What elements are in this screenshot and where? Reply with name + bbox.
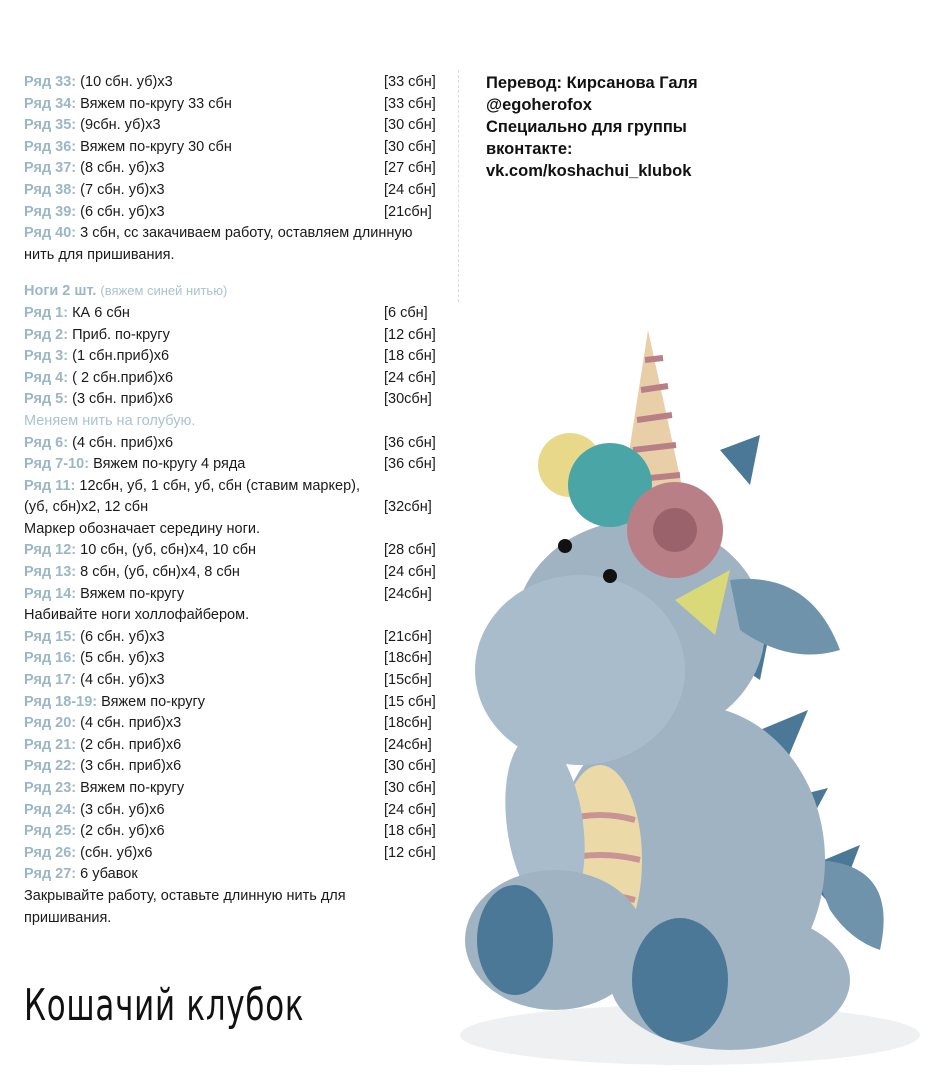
legs-rows-c <box>24 540 464 605</box>
row-count: [24 сбн] <box>384 369 436 386</box>
row-count: [24сбн] <box>384 736 432 753</box>
row-count: [36 сбн] <box>384 456 436 473</box>
credit-group: Специально для группы <box>486 118 687 136</box>
row-label: Ряд 20: <box>24 715 77 732</box>
unicorn-toy-illustration <box>430 300 930 1080</box>
pattern-row <box>24 368 464 390</box>
row-label: Ряд 34: <box>24 95 77 112</box>
row-text: (7 сбн. уб)х3 <box>80 181 165 198</box>
row-count: [18 сбн] <box>384 348 436 365</box>
row-count: [18сбн] <box>384 715 432 732</box>
row-label: Ряд 23: <box>24 780 77 796</box>
row-text: (10 сбн. уб)х3 <box>80 74 173 90</box>
legs-hint: (вяжем синей нитью) <box>100 283 228 299</box>
row-text: 10 сбн, (уб, сбн)х4, 10 сбн <box>80 542 257 559</box>
pattern-row <box>24 562 464 584</box>
row-text: 8 сбн, (уб, сбн)х4, 8 сбн <box>80 564 240 581</box>
pattern-row <box>24 670 464 692</box>
row-count: [18 сбн] <box>384 823 436 840</box>
brand-logo: Кошачий клубок <box>24 980 305 1031</box>
row-label: Ряд 40: <box>24 225 77 242</box>
row-11-cont <box>24 497 464 519</box>
credit-vk-label: вконтакте: <box>486 140 573 158</box>
row-text: (3 сбн. приб)х6 <box>80 758 182 775</box>
row-label: Ряд 38: <box>24 181 77 198</box>
stuff-note: Набивайте ноги холлофайбером. <box>24 607 250 624</box>
row-count: [12 сбн] <box>384 326 436 343</box>
pattern-row <box>24 756 464 778</box>
pattern-row <box>24 800 464 822</box>
row-count: [12 сбн] <box>384 844 436 861</box>
row-label: Ряд 3: <box>24 348 69 365</box>
pattern-column <box>24 72 464 929</box>
row-count: [36 сбн] <box>384 434 436 451</box>
row-text: (8 сбн. уб)х3 <box>80 160 165 177</box>
row-text: Вяжем по-кругу 4 ряда <box>93 456 246 473</box>
row-text: 6 убавок <box>80 866 138 883</box>
close-note: Закрывайте работу, оставьте длинную нить для пришивания. <box>24 887 346 926</box>
row-label: Ряд 37: <box>24 160 77 177</box>
legs-title: Ноги 2 шт. <box>24 283 97 300</box>
row-count: [24 сбн] <box>384 181 436 198</box>
pattern-row <box>24 72 464 94</box>
credit-translator: Перевод: Кирсанова Галя <box>486 74 698 92</box>
row-label: Ряд 21: <box>24 736 77 753</box>
row-label: Ряд 36: <box>24 138 77 155</box>
row-count: [27 сбн] <box>384 160 436 177</box>
row-label: Ряд 22: <box>24 758 77 775</box>
row-text: (уб, сбн)х2, 12 сбн <box>24 499 149 516</box>
row-text: (6 сбн. уб)х3 <box>80 203 165 220</box>
row-label: Ряд 15: <box>24 628 77 645</box>
pattern-row <box>24 389 464 411</box>
row-count: [33 сбн] <box>384 95 436 112</box>
row-text: (9сбн. уб)х3 <box>80 117 161 134</box>
row-label: Ряд 6: <box>24 434 69 451</box>
row-text: ( 2 сбн.приб)х6 <box>72 369 174 386</box>
color-change-note: Меняем нить на голубую. <box>24 412 196 429</box>
row-text: Вяжем по-кругу <box>101 693 206 710</box>
pattern-row <box>24 303 464 325</box>
row-label: Ряд 7-10: <box>24 456 90 473</box>
row-text: Вяжем по-кругу 30 сбн <box>80 138 232 155</box>
row-label: Ряд 16: <box>24 650 77 667</box>
body-rows <box>24 72 464 223</box>
row-label: Ряд 35: <box>24 117 77 134</box>
row-text: 3 сбн, сс закачиваем работу, оставляем длинную нить для пришивания. <box>24 225 413 263</box>
pattern-row <box>24 325 464 347</box>
pattern-row <box>24 454 464 476</box>
row-label: Ряд 1: <box>24 304 69 321</box>
pattern-row <box>24 180 464 202</box>
row-label: Ряд 5: <box>24 391 69 408</box>
row-count: [24сбн] <box>384 585 432 602</box>
pattern-row <box>24 433 464 455</box>
pattern-row <box>24 821 464 843</box>
row-label: Ряд 2: <box>24 326 69 343</box>
row-text: (4 сбн. уб)х3 <box>80 672 165 689</box>
pattern-row <box>24 627 464 649</box>
row-text: (1 сбн.приб)х6 <box>72 348 170 365</box>
pattern-row <box>24 158 464 180</box>
pattern-row <box>24 202 464 224</box>
row-40 <box>24 223 434 266</box>
credit-handle: @egoherofox <box>486 96 592 114</box>
row-text: (2 сбн. приб)х6 <box>80 736 182 753</box>
row-count: [33 сбн] <box>384 74 436 90</box>
row-count: [24 сбн] <box>384 564 436 581</box>
row-label: Ряд 39: <box>24 203 77 220</box>
row-count: [15 сбн] <box>384 693 436 710</box>
row-count: [32сбн] <box>384 499 432 516</box>
row-label: Ряд 17: <box>24 672 77 689</box>
row-label: Ряд 4: <box>24 369 69 386</box>
row-count: [30 сбн] <box>384 758 436 775</box>
row-text: (4 сбн. приб)х3 <box>80 715 182 732</box>
row-text: КА 6 сбн <box>72 304 130 321</box>
row-label: Ряд 18-19: <box>24 693 98 710</box>
row-11 <box>24 476 464 498</box>
row-label: Ряд 33: <box>24 74 77 90</box>
row-text: Приб. по-кругу <box>72 326 170 343</box>
row-text: (4 сбн. приб)х6 <box>72 434 174 451</box>
row-text: (2 сбн. уб)х6 <box>80 823 165 840</box>
row-label: Ряд 24: <box>24 801 77 818</box>
row-count: [28 сбн] <box>384 542 436 559</box>
divider <box>458 70 459 302</box>
pattern-row <box>24 778 464 800</box>
row-label: Ряд 11: <box>24 477 76 494</box>
row-text: (6 сбн. уб)х3 <box>80 628 165 645</box>
row-text: Вяжем по-кругу <box>80 585 185 602</box>
row-count: [30 сбн] <box>384 138 436 155</box>
credit-vk-link: vk.com/koshachui_klubok <box>486 162 692 180</box>
pattern-row <box>24 94 464 116</box>
row-text: 12сбн, уб, 1 сбн, уб, сбн (ставим маркер), <box>79 477 360 494</box>
row-count: [30 сбн] <box>384 780 436 796</box>
pattern-row <box>24 137 464 159</box>
row-label: Ряд 25: <box>24 823 77 840</box>
pattern-row <box>24 648 464 670</box>
marker-note: Маркер обозначает середину ноги. <box>24 520 261 537</box>
pattern-row <box>24 692 464 714</box>
pattern-row <box>24 584 464 606</box>
row-count: [21сбн] <box>384 203 432 220</box>
row-count: [6 сбн] <box>384 304 428 321</box>
row-text: Вяжем по-кругу 33 сбн <box>80 95 232 112</box>
row-text: Вяжем по-кругу <box>80 780 185 796</box>
row-label: Ряд 12: <box>24 542 77 559</box>
row-count: [15сбн] <box>384 672 432 689</box>
legs-rows-d <box>24 627 464 886</box>
pattern-row <box>24 843 464 865</box>
pattern-row <box>24 735 464 757</box>
legs-rows-b <box>24 433 464 476</box>
row-label: Ряд 14: <box>24 585 77 602</box>
row-count: [24 сбн] <box>384 801 436 818</box>
row-label: Ряд 27: <box>24 866 77 883</box>
row-label: Ряд 13: <box>24 564 77 581</box>
row-count: [18сбн] <box>384 650 432 667</box>
row-text: (5 сбн. уб)х3 <box>80 650 165 667</box>
row-label: Ряд 26: <box>24 844 77 861</box>
pattern-row <box>24 713 464 735</box>
pattern-row <box>24 346 464 368</box>
row-count: [21сбн] <box>384 628 432 645</box>
row-text: (3 сбн. приб)х6 <box>72 391 174 408</box>
row-text: (3 сбн. уб)х6 <box>80 801 165 818</box>
row-text: (сбн. уб)х6 <box>80 844 153 861</box>
pattern-row <box>24 115 464 137</box>
legs-rows-a <box>24 303 464 411</box>
row-count: [30 сбн] <box>384 117 436 134</box>
credit-block <box>486 72 698 182</box>
pattern-row <box>24 540 464 562</box>
row-count: [30сбн] <box>384 391 432 408</box>
pattern-row <box>24 864 464 886</box>
legs-heading <box>24 280 464 303</box>
